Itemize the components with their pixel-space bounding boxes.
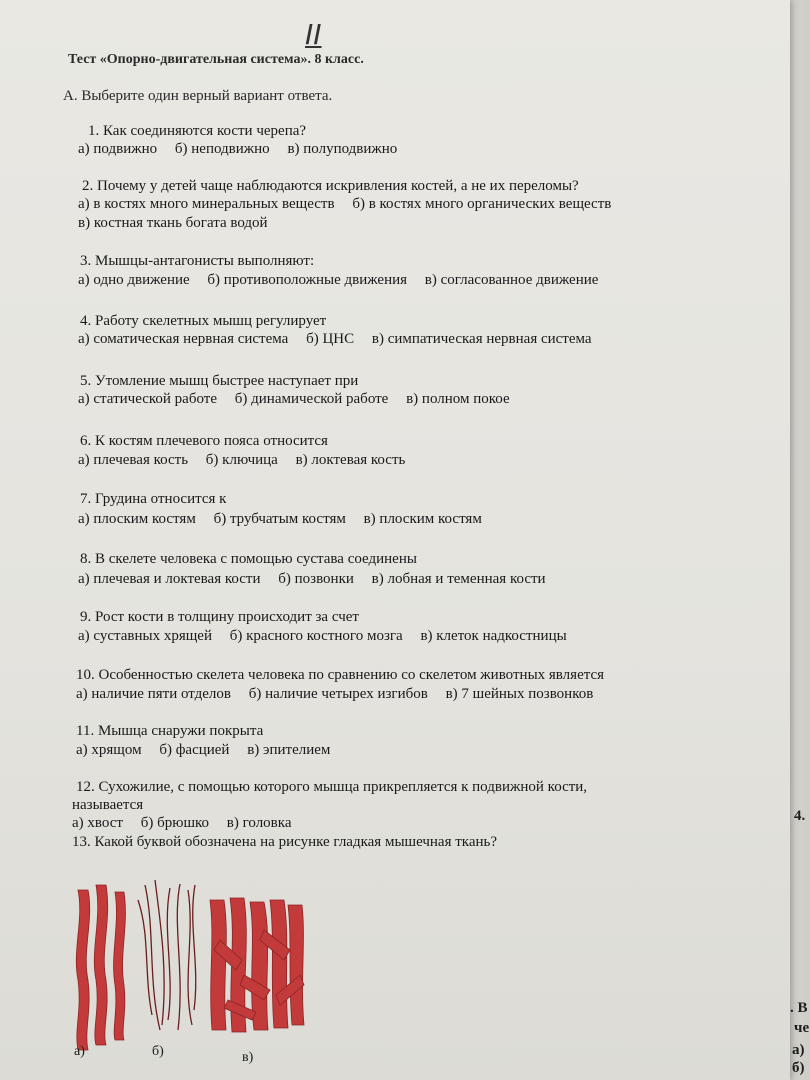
answer-line <box>78 570 560 588</box>
question-text: 9. Рост кости в толщину происходит за счет <box>80 609 359 625</box>
question-text: 6. К костям плечевого пояса относится <box>80 433 328 449</box>
answer-option: в) полном покое <box>406 391 510 407</box>
figure-label-c: в) <box>242 1050 254 1065</box>
question <box>80 432 328 450</box>
tissue-a <box>76 885 125 1050</box>
answer-option: а) хвост <box>72 815 123 831</box>
answer-line <box>76 741 344 759</box>
back-sheet-text: б) <box>792 1060 805 1076</box>
answer-line <box>72 814 305 832</box>
muscle-tissue-illustration <box>60 880 340 1060</box>
muscle-fiber <box>177 884 180 1030</box>
test-title: Тест «Опорно-двигательная система». 8 класс. <box>68 52 364 67</box>
answer-option: б) трубчатым костям <box>213 511 346 527</box>
answer-line <box>78 390 524 408</box>
question <box>80 252 314 270</box>
question-text: 3. Мышцы-антагонисты выполняют: <box>80 253 315 269</box>
back-sheet-text: 4. <box>794 808 806 824</box>
muscle-fiber <box>167 888 170 1020</box>
figure-label-a: а) <box>74 1044 85 1059</box>
muscle-fiber <box>155 880 164 1025</box>
tissue-b <box>138 880 196 1030</box>
muscle-fiber <box>270 900 288 1028</box>
question-text: 10. Особенностью скелета человека по сравнению со скелетом животных является <box>76 667 605 683</box>
answer-option: а) плоским костям <box>78 511 196 527</box>
muscle-fiber <box>76 890 89 1050</box>
answer-option: в) 7 шейных позвонков <box>445 686 594 702</box>
muscle-fiber <box>288 905 304 1025</box>
answer-line <box>78 214 282 232</box>
question <box>82 177 579 195</box>
tissue-c <box>210 898 304 1032</box>
muscle-fiber <box>210 900 226 1030</box>
question <box>76 778 587 796</box>
answer-option: а) плечевая кость <box>78 452 189 468</box>
question <box>80 312 326 330</box>
back-sheet-text: че <box>794 1020 810 1036</box>
answer-option: в) плоским костям <box>363 511 482 527</box>
question-text: 7. Грудина относится к <box>80 491 227 507</box>
answer-option: б) позвонки <box>278 571 354 587</box>
question <box>76 722 263 740</box>
answer-option: а) одно движение <box>78 272 190 288</box>
answer-option: в) согласованное движение <box>424 272 599 288</box>
answer-line <box>78 140 411 158</box>
question <box>88 122 306 140</box>
back-sheet-text: . В <box>790 1000 808 1016</box>
question <box>80 490 226 508</box>
answer-option: б) в костях много органических веществ <box>352 196 612 212</box>
question-text: 2. Почему у детей чаще наблюдаются искривления костей, а не их переломы? <box>82 178 579 194</box>
question <box>76 666 604 684</box>
answer-option: б) фасцией <box>159 742 230 758</box>
question-text: 5. Утомление мышц быстрее наступает при <box>80 373 359 389</box>
answer-option: в) лобная и теменная кости <box>371 571 546 587</box>
answer-option: а) в костях много минеральных веществ <box>78 196 335 212</box>
question <box>80 372 358 390</box>
answer-option: б) брюшко <box>140 815 210 831</box>
answer-option: в) эпителием <box>247 742 331 758</box>
answer-line <box>78 451 419 469</box>
question <box>80 608 359 626</box>
variant-marker: II <box>305 18 322 51</box>
answer-option: в) клеток надкостницы <box>420 628 567 644</box>
answer-option: б) ключица <box>205 452 278 468</box>
question <box>72 796 143 814</box>
answer-option: б) динамической работе <box>234 391 389 407</box>
answer-option: а) хрящом <box>76 742 142 758</box>
question-text: 13. Какой буквой обозначена на рисунке гладкая мышечная ткань? <box>72 834 498 850</box>
answer-option: б) противоположные движения <box>207 272 408 288</box>
section-heading: А. Выберите один верный вариант ответа. <box>63 88 333 104</box>
muscle-fiber <box>114 892 126 1040</box>
question-text: 12. Сухожилие, с помощью которого мышца прикрепляется к подвижной кости, <box>76 779 588 795</box>
answer-line <box>76 685 607 703</box>
muscle-fiber <box>188 890 192 1025</box>
answer-option: а) суставных хрящей <box>78 628 212 644</box>
question-text: называется <box>72 797 144 813</box>
answer-option: б) неподвижно <box>174 141 270 157</box>
question-text: 8. В скелете человека с помощью сустава соединены <box>80 551 417 567</box>
answer-line <box>78 195 625 213</box>
answer-option: а) статической работе <box>78 391 217 407</box>
muscle-fiber <box>94 885 107 1045</box>
answer-line <box>78 627 581 645</box>
answer-option: б) наличие четырех изгибов <box>248 686 428 702</box>
question-text: 1. Как соединяются кости черепа? <box>88 123 307 139</box>
answer-option: а) подвижно <box>78 141 158 157</box>
answer-option: в) симпатическая нервная система <box>371 331 592 347</box>
figure-label-b: б) <box>152 1044 164 1059</box>
answer-line <box>78 271 612 289</box>
question <box>72 833 497 851</box>
answer-option: в) полуподвижно <box>287 141 398 157</box>
answer-option: а) плечевая и локтевая кости <box>78 571 261 587</box>
answer-option: б) красного костного мозга <box>229 628 403 644</box>
answer-line <box>78 330 606 348</box>
muscle-tissue-figure <box>60 880 340 1065</box>
answer-option: а) наличие пяти отделов <box>76 686 231 702</box>
back-sheet-text: а) <box>792 1042 805 1058</box>
answer-option: а) соматическая нервная система <box>78 331 289 347</box>
question <box>80 550 417 568</box>
answer-option: в) костная ткань богата водой <box>78 215 268 231</box>
answer-option: в) головка <box>226 815 292 831</box>
answer-option: б) ЦНС <box>306 331 355 347</box>
question-text: 11. Мышца снаружи покрыта <box>76 723 264 739</box>
muscle-fiber <box>193 885 196 1010</box>
answer-line <box>78 510 496 528</box>
question-text: 4. Работу скелетных мышц регулирует <box>80 313 327 329</box>
answer-option: в) локтевая кость <box>295 452 406 468</box>
